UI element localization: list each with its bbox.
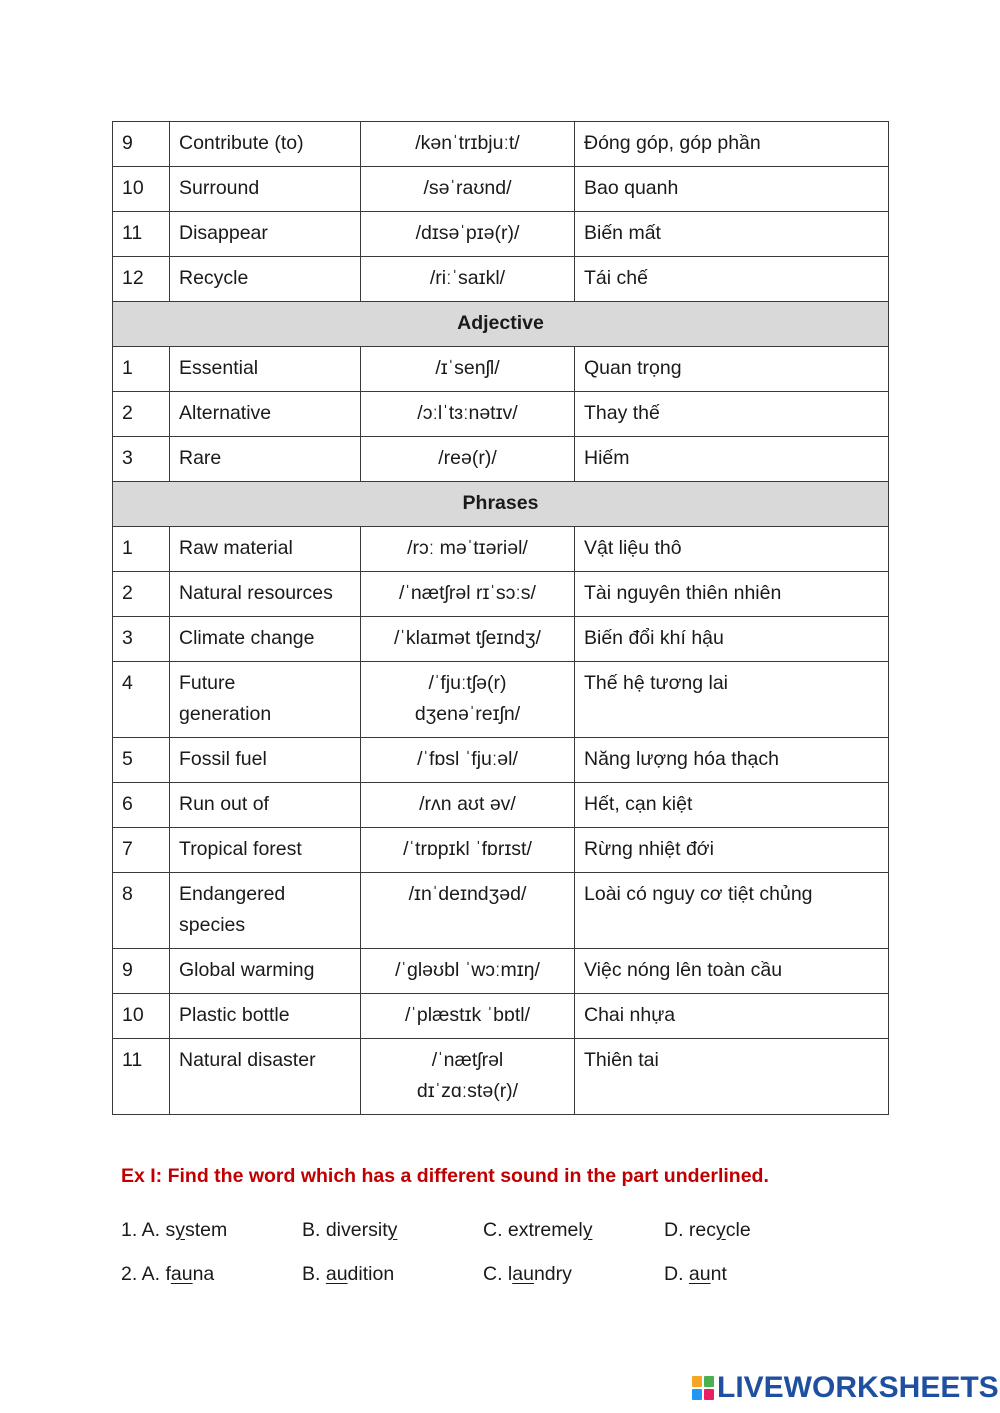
table-row <box>113 572 889 617</box>
row-number: 9 <box>113 949 170 994</box>
logo-mark-icon <box>692 1376 714 1400</box>
option-text: D. rec <box>664 1219 717 1241</box>
row-number: 11 <box>113 212 170 257</box>
logo-square <box>704 1376 714 1387</box>
question-row <box>121 1208 881 1252</box>
row-ipa: /ˈfɒsl ˈfjuːəl/ <box>361 738 575 783</box>
table-row <box>113 949 889 994</box>
row-meaning: Đóng góp, góp phần <box>575 122 889 167</box>
logo-square <box>692 1376 702 1387</box>
option-text: ndry <box>533 1263 572 1285</box>
row-meaning: Việc nóng lên toàn cầu <box>575 949 889 994</box>
row-meaning: Biến mất <box>575 212 889 257</box>
row-number: 5 <box>113 738 170 783</box>
option-text: C. extremel <box>483 1219 583 1241</box>
row-number: 9 <box>113 122 170 167</box>
row-word-line: generation <box>179 703 272 725</box>
row-ipa: /ˈnætʃrəl rɪˈsɔːs/ <box>361 572 575 617</box>
option-text: 2. A. f <box>121 1263 171 1285</box>
row-word: Plastic bottle <box>170 994 361 1039</box>
row-ipa: /dɪsəˈpɪə(r)/ <box>361 212 575 257</box>
row-ipa: /ˈplæstɪk ˈbɒtl/ <box>361 994 575 1039</box>
vocabulary-table <box>112 121 889 1115</box>
row-meaning: Bao quanh <box>575 167 889 212</box>
row-ipa: /rʌn aʊt əv/ <box>361 783 575 828</box>
row-ipa: /səˈraʊnd/ <box>361 167 575 212</box>
table-row <box>113 662 889 738</box>
table-row <box>113 1039 889 1115</box>
underlined-part: au <box>325 1263 348 1285</box>
row-meaning: Vật liệu thô <box>575 527 889 572</box>
answer-option[interactable] <box>302 1252 483 1296</box>
row-meaning: Thiên tai <box>575 1039 889 1115</box>
row-meaning: Hết, cạn kiệt <box>575 783 889 828</box>
underlined-part: y <box>582 1219 593 1241</box>
row-ipa: /ɪnˈdeɪndʒəd/ <box>361 873 575 949</box>
row-ipa: /riːˈsaɪkl/ <box>361 257 575 302</box>
row-word: Alternative <box>170 392 361 437</box>
table-row <box>113 347 889 392</box>
row-word: Tropical forest <box>170 828 361 873</box>
table-row <box>113 617 889 662</box>
table-row <box>113 392 889 437</box>
option-text: 1. A. s <box>121 1219 176 1241</box>
logo-text: LIVEWORKSHEETS <box>717 1371 999 1404</box>
row-ipa: /rɔː məˈtɪəriəl/ <box>361 527 575 572</box>
row-word: Recycle <box>170 257 361 302</box>
underlined-part: y <box>175 1219 185 1241</box>
underlined-part: y <box>387 1219 398 1241</box>
answer-option[interactable] <box>483 1252 664 1296</box>
row-word: Rare <box>170 437 361 482</box>
row-ipa-line: /ˈnætʃrəl <box>431 1049 504 1071</box>
row-number: 11 <box>113 1039 170 1115</box>
row-number: 1 <box>113 527 170 572</box>
row-meaning: Biến đổi khí hậu <box>575 617 889 662</box>
logo-square <box>692 1389 702 1400</box>
row-meaning: Tái chế <box>575 257 889 302</box>
row-number: 3 <box>113 437 170 482</box>
table-row <box>113 257 889 302</box>
section-header-adjective <box>113 302 889 347</box>
exercise-title: Ex I: Find the word which has a different sound in the part underlined. <box>121 1165 769 1187</box>
table-row <box>113 873 889 949</box>
row-ipa <box>361 1039 575 1115</box>
option-text: dition <box>347 1263 395 1285</box>
row-word-line: Endangered <box>179 883 286 905</box>
logo-square <box>704 1389 714 1400</box>
row-meaning: Rừng nhiệt đới <box>575 828 889 873</box>
row-number: 7 <box>113 828 170 873</box>
answer-option[interactable] <box>121 1252 302 1296</box>
row-meaning: Chai nhựa <box>575 994 889 1039</box>
row-word: Surround <box>170 167 361 212</box>
row-ipa <box>361 662 575 738</box>
row-number: 6 <box>113 783 170 828</box>
option-text: cle <box>725 1219 751 1241</box>
row-meaning: Hiếm <box>575 437 889 482</box>
table-row <box>113 437 889 482</box>
row-word: Contribute (to) <box>170 122 361 167</box>
row-ipa-line: /ˈfjuːtʃə(r) <box>428 672 507 694</box>
row-word-line: Future <box>179 672 236 694</box>
row-word: Climate change <box>170 617 361 662</box>
table-row <box>113 828 889 873</box>
option-text: na <box>192 1263 215 1285</box>
exercise-section <box>121 1160 881 1296</box>
row-ipa: /ɔːlˈtɜːnətɪv/ <box>361 392 575 437</box>
row-number: 10 <box>113 167 170 212</box>
answer-option[interactable] <box>664 1208 845 1252</box>
row-meaning: Năng lượng hóa thạch <box>575 738 889 783</box>
row-number: 4 <box>113 662 170 738</box>
row-meaning: Quan trọng <box>575 347 889 392</box>
row-number: 2 <box>113 392 170 437</box>
table-row <box>113 212 889 257</box>
option-text: D. <box>664 1263 689 1285</box>
row-number: 8 <box>113 873 170 949</box>
section-header-phrases <box>113 482 889 527</box>
underlined-part: au <box>688 1263 711 1285</box>
table-row <box>113 783 889 828</box>
option-text: B. diversit <box>302 1219 388 1241</box>
row-ipa: /reə(r)/ <box>361 437 575 482</box>
answer-option[interactable] <box>121 1208 302 1252</box>
option-text: stem <box>184 1219 228 1241</box>
row-meaning: Thay thế <box>575 392 889 437</box>
table-row <box>113 527 889 572</box>
liveworksheets-logo <box>692 1372 999 1404</box>
section-title: Phrases <box>113 482 889 527</box>
row-number: 12 <box>113 257 170 302</box>
table-row <box>113 738 889 783</box>
row-word <box>170 873 361 949</box>
table-row <box>113 167 889 212</box>
row-number: 1 <box>113 347 170 392</box>
option-text: B. <box>302 1263 326 1285</box>
row-meaning: Tài nguyên thiên nhiên <box>575 572 889 617</box>
row-ipa-line: dɪˈzɑːstə(r)/ <box>416 1080 519 1102</box>
row-ipa-line: dʒenəˈreɪʃn/ <box>414 703 521 725</box>
row-ipa: /ˈtrɒpɪkl ˈfɒrɪst/ <box>361 828 575 873</box>
row-word-line: species <box>179 914 246 936</box>
row-word: Raw material <box>170 527 361 572</box>
underlined-part: au <box>170 1263 193 1285</box>
answer-option[interactable] <box>664 1252 845 1296</box>
option-text: C. l <box>483 1263 513 1285</box>
underlined-part: au <box>512 1263 534 1285</box>
row-ipa: /kənˈtrɪbjuːt/ <box>361 122 575 167</box>
row-ipa: /ˈɡləʊbl ˈwɔːmɪŋ/ <box>361 949 575 994</box>
row-word: Global warming <box>170 949 361 994</box>
row-number: 10 <box>113 994 170 1039</box>
row-word: Fossil fuel <box>170 738 361 783</box>
row-number: 2 <box>113 572 170 617</box>
row-word: Natural disaster <box>170 1039 361 1115</box>
row-ipa: /ɪˈsenʃl/ <box>361 347 575 392</box>
row-word: Run out of <box>170 783 361 828</box>
row-number: 3 <box>113 617 170 662</box>
row-word <box>170 662 361 738</box>
row-word: Essential <box>170 347 361 392</box>
row-word: Natural resources <box>170 572 361 617</box>
row-meaning: Loài có nguy cơ tiệt chủng <box>575 873 889 949</box>
underlined-part: y <box>716 1219 726 1241</box>
row-ipa: /ˈklaɪmət tʃeɪndʒ/ <box>361 617 575 662</box>
row-word: Disappear <box>170 212 361 257</box>
answer-option[interactable] <box>483 1208 664 1252</box>
table-row <box>113 122 889 167</box>
row-meaning: Thế hệ tương lai <box>575 662 889 738</box>
table-row <box>113 994 889 1039</box>
section-title: Adjective <box>113 302 889 347</box>
answer-option[interactable] <box>302 1208 483 1252</box>
question-row <box>121 1252 881 1296</box>
option-text: nt <box>710 1263 727 1285</box>
